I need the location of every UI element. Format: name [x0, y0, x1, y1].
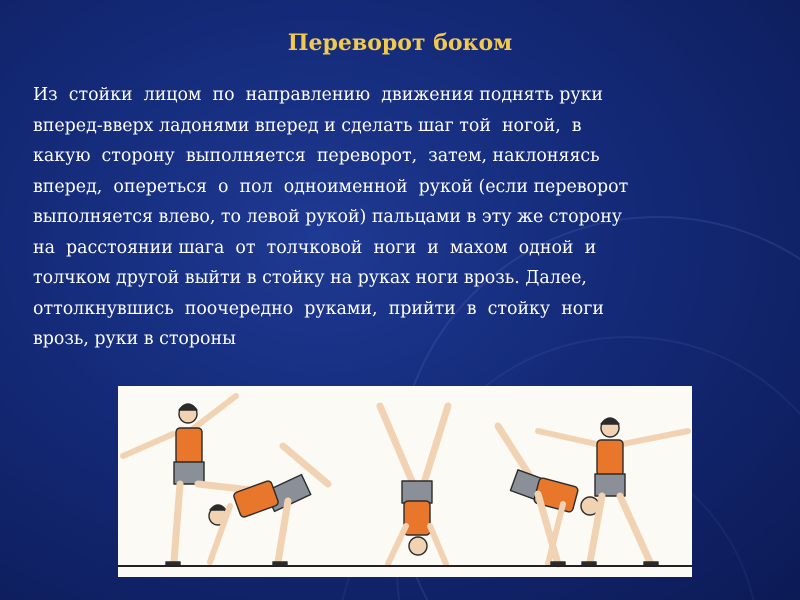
slide-title: Переворот боком — [287, 30, 513, 56]
paragraph-line: Из стойки лицом по направлению движения поднять руки — [33, 85, 604, 105]
cartwheel-figures-drawing — [118, 386, 692, 577]
description-paragraph — [33, 80, 753, 355]
gymnast-figure-2 — [209, 446, 328, 566]
paragraph-line: оттолкнувшись поочередно руками, прийти в стойку ноги — [33, 298, 604, 319]
paragraph-line: какую сторону выполняется переворот, затем, наклоняясь — [33, 146, 600, 166]
paragraph-line: выполняется влево, то левой рукой) пальцами в эту же сторону — [33, 207, 623, 227]
paragraph-line: врозь, руки в стороны — [33, 329, 236, 349]
cartwheel-illustration — [118, 386, 692, 577]
paragraph-line: на расстоянии шага от толчковой ноги и махом одной и — [33, 237, 597, 258]
gymnast-figure-1 — [123, 396, 268, 566]
gymnast-figure-4 — [498, 426, 599, 566]
paragraph-line: вперед-вверх ладонями вперед и сделать шаг той ногой, в — [33, 115, 582, 136]
paragraph-line: толчком другой выйти в стойку на руках ноги врозь. Далее, — [33, 268, 587, 288]
paragraph-line: вперед, опереться о пол одноименной рукой (если переворот — [33, 176, 629, 197]
gymnast-figure-3 — [380, 406, 448, 564]
